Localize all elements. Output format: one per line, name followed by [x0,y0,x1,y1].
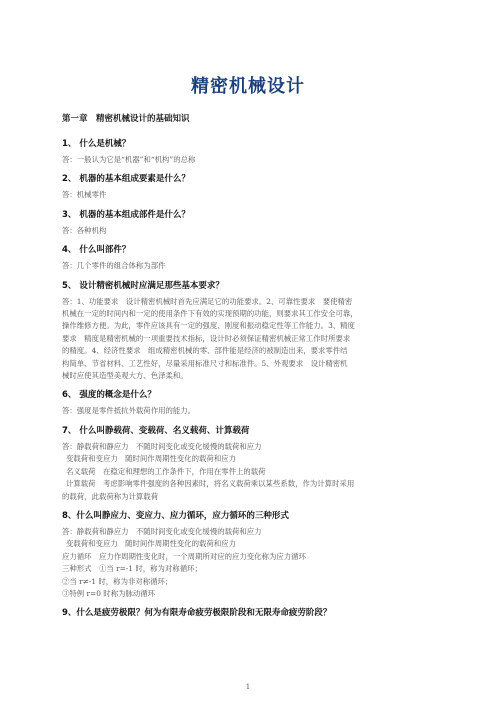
question-7: 7、 什么叫静载荷、变载荷、名义载荷、计算载荷 [62,425,250,436]
answer-line: ③特例 r=0 时称为脉动循环 [62,588,156,598]
answer-line: 名义载荷 在稳定和理想的工作条件下，作用在零件上的载荷 [66,466,266,476]
answer-line: 的载荷，此载荷称为计算载荷 [62,491,159,501]
document-body [62,112,434,623]
answer-line: 变载荷和变应力 随时间作周期性变化的载荷和应力 [66,454,236,464]
question-2: 2、 机器的基本组成要素是什么？ [62,174,190,185]
answer-line: 操作维修方便。为此，零件应该具有一定的强度、刚度和振动稳定性等工作能力。3、精度 [62,321,355,331]
answer-line: 应力循环 应力作周期性变化时，一个周期所对应的应力变化称为应力循环 [62,551,306,561]
answer-7 [62,441,434,503]
answer-line: 构简单、节省材料、工艺性好，尽量采用标准尺寸和标准件。5、外观要求 设计精密机 [62,358,348,368]
question-1: 1、 什么是机械？ [62,139,131,149]
chapter-heading: 第一章 精密机械设计的基础知识 [62,114,190,124]
answer-4 [62,260,434,272]
question-8: 8、什么叫静应力、变应力、应力循环，应力循环的三种形式 [62,510,289,521]
answer-6 [62,405,434,417]
page-number: 1 [245,683,251,691]
answer-1 [62,154,434,166]
answer-line: 械时应使其造型美观大方、色泽柔和。 [62,371,188,381]
answer-line: 答：强度是零件抵抗外载荷作用的能力。 [62,406,196,416]
answer-line: 变载荷和变应力 随时间作周期性变化的载荷和应力 [66,539,236,549]
answer-3 [62,225,434,237]
answer-2 [62,189,434,201]
answer-line: 机械在一定的时间内和一定的使用条件下有效的实现预期的功能，则要求其工作安全可靠， [62,309,358,319]
answer-line: 答：静载荷和静应力 不随时间变化或变化缓慢的载荷和应力 [62,526,262,536]
answer-line: 答：几个零件的组合体称为部件 [62,261,166,271]
question-5: 5、 设计精密机械时应满足那些基本要求？ [62,280,224,291]
answer-line: 的精度。4、经济性要求 组成精密机械的零、部件能是经济的被制造出来，要求零件结 [62,346,348,356]
question-9: 9、什么是疲劳极限？何为有限寿命疲劳极限阶段和无限寿命疲劳阶段？ [62,608,332,619]
document-title: 精密机械设计 [191,76,305,97]
question-4: 4、 什么叫部件？ [62,245,131,256]
answer-line: 要求 精度是精密机械的一项重要技术指标，设计时必须保证精密机械正常工作时所要求 [62,333,351,343]
answer-line: 答：一般认为它是“机器”和“机构”的总称 [62,155,196,164]
answer-line: 三种形式 ①当 r=-1 时，称为对称循环； [62,564,202,574]
answer-5 [62,296,434,383]
answer-line: 计算载荷 考虑影响零件强度的各种因素时，将名义载荷乘以某些系数，作为计算时采用 [66,479,355,489]
answer-line: ②当 r≠-1 时，称为非对称循环； [62,576,173,586]
answer-line: 答：机械零件 [62,190,107,200]
question-3: 3、 机器的基本组成部件是什么？ [62,209,190,220]
answer-8 [62,526,434,600]
answer-line: 答：各种机构 [62,225,107,235]
answer-line: 答：静载荷和静应力 不随时间变化或变化缓慢的载荷和应力 [62,441,262,451]
answer-line: 答：1、功能要求 设计精密机械时首先应满足它的功能要求。2、可靠性要求 要使精密 [62,296,353,306]
question-6: 6、 强度的概念是什么？ [62,390,156,401]
